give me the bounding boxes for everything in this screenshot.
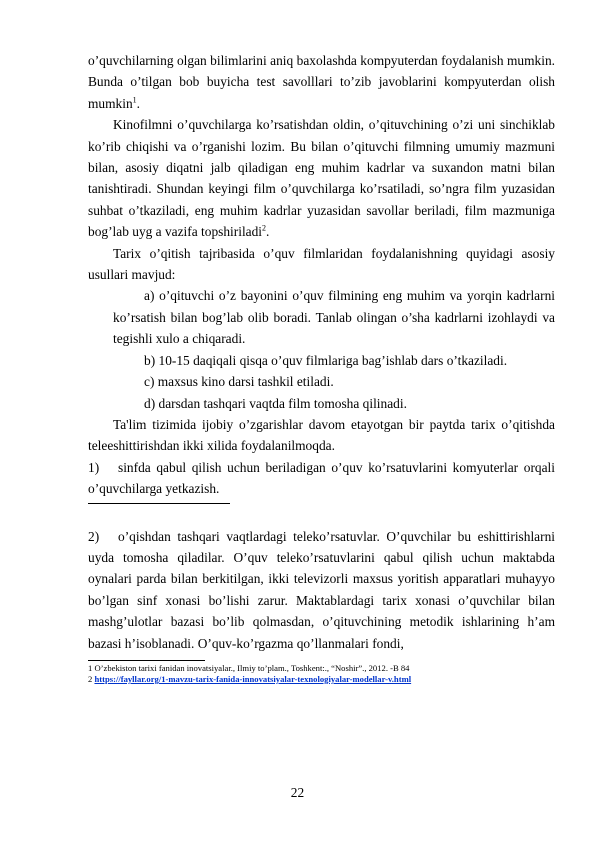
paragraph-4: Ta'lim tizimida ijobiy o’zgarishlar davom etayotgan bir paytda tarix o’qitishda teleeshittirishdan ikki xilida foydalanilmoqda. [88,416,555,454]
footnote-2: 2 https://fayllar.org/1-mavzu-tarix-fanida-innovatsiyalar-texnologiyalar-modellar-v.html [88,673,412,684]
section-divider [88,503,230,504]
numbered-item-1: 1) sinfda qabul qilish uchun beriladigan o’quv ko’rsatuvlarini komyuterlar orqali o’quvchilarga yetkazish. [88,459,555,497]
footnote-divider [88,660,205,661]
paragraph-3: Tarix o’qitish tajribasida o’quv filmlaridan foydalanishning quyidagi asosiy usullari mavjud: [88,245,555,283]
footnote-ref-1[interactable]: 1 [132,95,137,105]
footnote-1: 1 O’zbekiston tarixi fanidan inovatsiyalar., Ilmiy to’plam., Toshkent:., “Noshir”., 2012. -B 84 [88,662,410,673]
list-item-a: a) o’qituvchi o’z bayonini o’quv filmining eng muhim va yorqin kadrlarni ko’rsatish bilan bog’lab olib boradi. Tanlab olingan o’sha kadrlarni izohlaydi va tegishli xulo a chiqaradi. [113,288,555,347]
list-item-b: b) 10-15 daqiqali qisqa o’quv filmlariga bag’ishlab dars o’tkaziladi. [144,352,508,368]
paragraph-2: Kinofilmni o’quvchilarga ko’rsatishdan oldin, o’qituvchining o’zi uni sinchiklab ko’rib chiqishi va o’rganishi lozim. Bu bilan o’qituvchi filmning umumiy mazmuni bilan, asosiy diqatni jalb qiladigan eng muhim kadrlar va suxandon matni bilan tanishtiradi. Shundan keyingi film o’quvchilarga ko’rsatiladi, so’ngra film yuzasidan suhbat o’tkaziladi, eng muhim kadrlar yuzasidan savollar beriladi, film mazmuniga bog’lab uyg a vazifa topshiriladi$^2$. [88,117,555,240]
document-page [88,50,555,685]
numbered-item-2: 2) o’qishdan tashqari vaqtlardagi teleko’rsatuvlar. O’quvchilar bu eshittirishlarni uyda tomosha qiladilar. O’quv teleko’rsatuvlarini qabul qilish uchun maktabda oynalari parda bilan berkitilgan, ikki televizorli maxsus yoritish apparatlari muhayyo bo’lgan sinf xonasi bo’lishi zarur. Maktablardagi tarix xonasi o’quvchilar bilan mashg’ulotlar bazasi bo’lib qolmasdan, o’qituvchining metodik ishlarining h’am bazasi h’isoblanadi. O’quv-ko’rgazma qo’llanmalari fondi, [88,528,555,651]
page-number: 22 [290,785,305,800]
list-item-d: d) darsdan tashqari vaqtda film tomosha qilinadi. [144,395,407,411]
paragraph-1: o’quvchilarning olgan bilimlarini aniq baxolashda kompyuterdan foydalanish mumkin. Bunda o’tilgan bob buyicha test savolllari to’zib javoblarini kompyuterdan olish mumkin$^1$. [88,53,555,111]
footnote-ref-2[interactable]: 2 [262,223,267,233]
footnote-link[interactable]: https://fayllar.org/1-mavzu-tarix-fanida-innovatsiyalar-texnologiyalar-modellar-v.html [94,673,412,684]
list-item-c: c) maxsus kino darsi tashkil etiladi. [144,374,334,390]
